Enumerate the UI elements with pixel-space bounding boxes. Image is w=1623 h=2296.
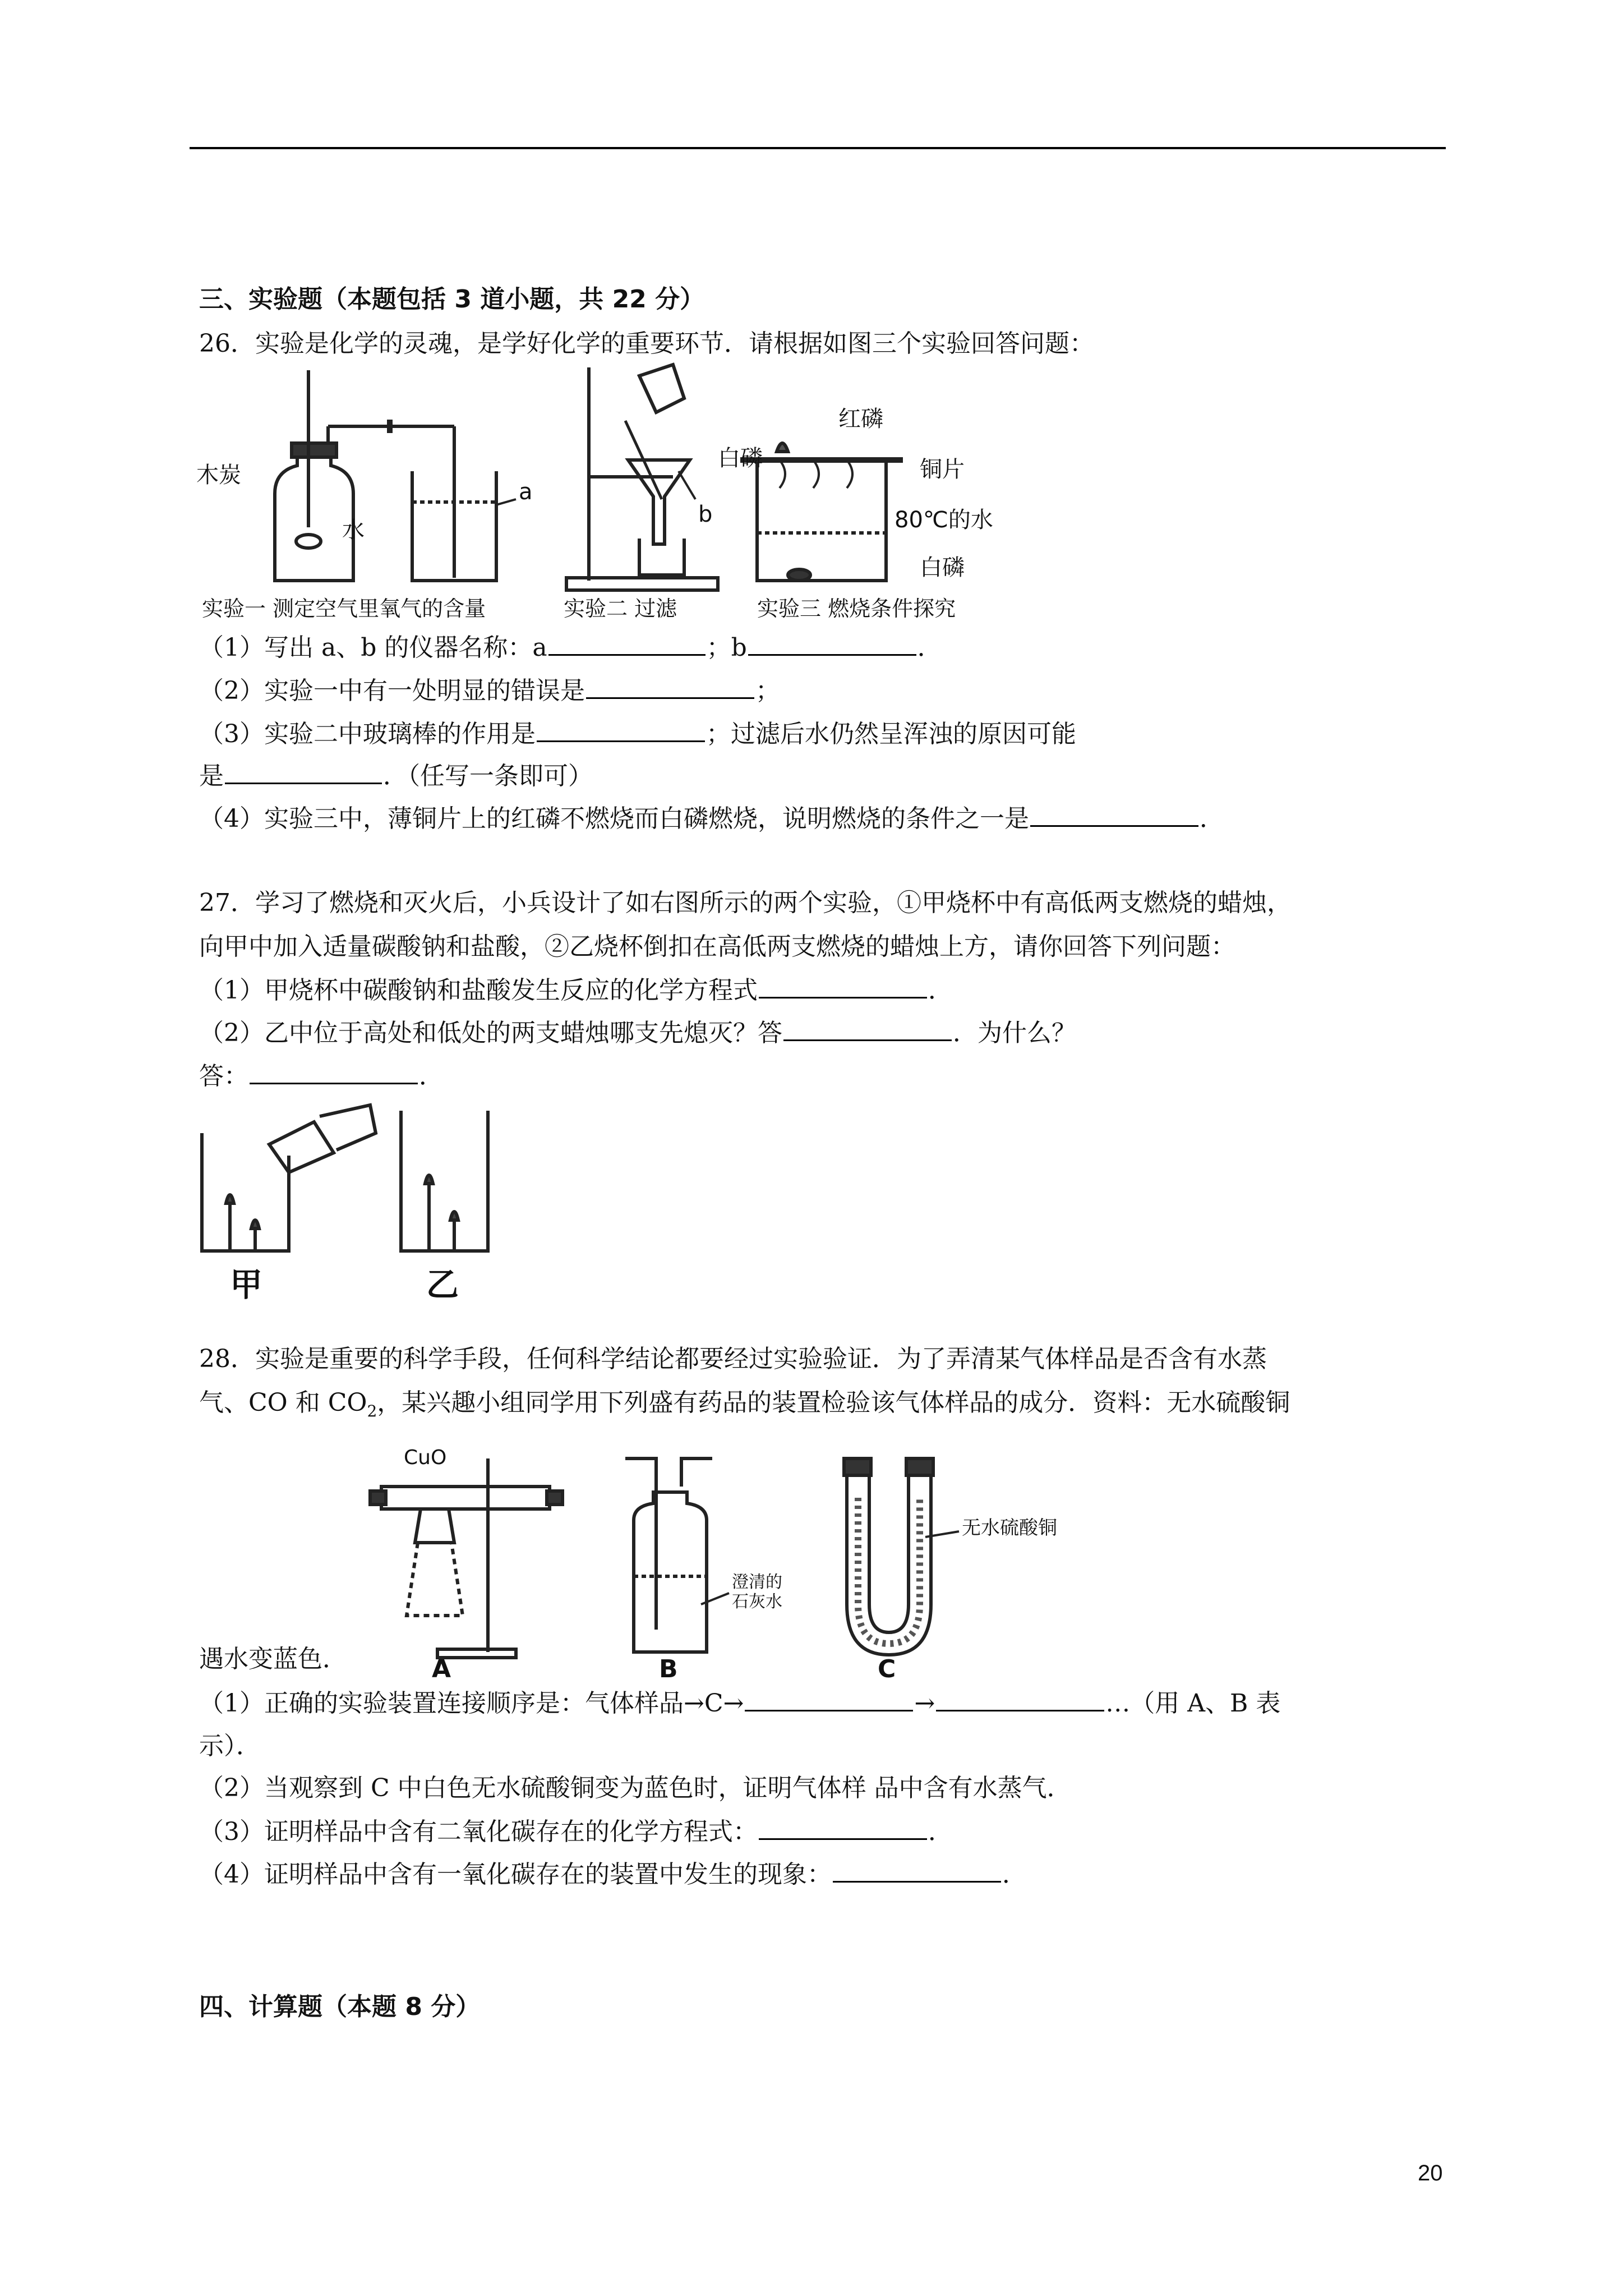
- q27-part2: （2）乙中位于高处和低处的两支蜡烛哪支先熄灭？答 ．为什么？: [199, 1017, 1076, 1049]
- answer-blank[interactable]: [783, 1017, 952, 1041]
- label-jia: 甲: [230, 1266, 263, 1304]
- q28-stem-line3: 遇水变蓝色．: [199, 1645, 347, 1673]
- caption-exp3: 实验三 燃烧条件探究: [757, 596, 956, 621]
- label-b: b: [698, 501, 713, 527]
- q28-part2: （2）当观察到 C 中白色无水硫酸铜变为蓝色时，证明气体样 品中含有水蒸气．: [199, 1774, 1072, 1802]
- label-white-phosphorus-bottom: 白磷: [920, 555, 965, 581]
- label-red-phosphorus: 红磷: [838, 406, 883, 432]
- section-3-title: 三、实验题（本题包括 3 道小题，共 22 分）: [199, 285, 705, 314]
- q28-stem-line2: 气、CO 和 $CO_2$，某兴趣小组同学用下列盛有药品的装置检验该气体样品的成分．资料：无水硫酸铜: [199, 1388, 1290, 1420]
- answer-blank[interactable]: [833, 1858, 1001, 1883]
- q26-part3-continued: 是 ．（任写一条即可）: [199, 760, 593, 792]
- answer-blank[interactable]: [759, 974, 927, 999]
- caption-exp1: 实验一 测定空气里氧气的含量: [202, 596, 486, 621]
- label-a: a: [519, 479, 533, 505]
- answer-blank[interactable]: [537, 718, 705, 742]
- label-white-phosphorus-top: 白磷: [718, 445, 763, 471]
- q28-part4: （4）证明样品中含有一氧化碳存在的装置中发生的现象： ．: [199, 1858, 1027, 1890]
- q27-part1: （1）甲烧杯中碳酸钠和盐酸发生反应的化学方程式 ．: [199, 974, 953, 1006]
- label-device-a: A: [432, 1655, 451, 1683]
- label-lime-water-1: 澄清的: [732, 1572, 782, 1592]
- q26-part2: （2）实验一中有一处明显的错误是 ；: [199, 675, 780, 707]
- answer-blank[interactable]: [250, 1060, 418, 1084]
- q28-part1-continued: 示）．: [199, 1732, 261, 1760]
- answer-blank[interactable]: [1030, 803, 1198, 827]
- answer-blank[interactable]: [548, 632, 706, 656]
- q26-part4: （4）实验三中，薄铜片上的红磷不燃烧而白磷燃烧，说明燃烧的条件之一是 ．: [199, 803, 1224, 835]
- label-cuo: CuO: [404, 1446, 447, 1469]
- q28-part1: （1）正确的实验装置连接顺序是：气体样品→C→ → …（用 A、B 表: [199, 1687, 1280, 1719]
- q27-figure: [191, 1099, 561, 1307]
- q26-stem: 26．实验是化学的灵魂，是学好化学的重要环节．请根据如图三个实验回答问题：: [199, 329, 1094, 358]
- q27-part2-answer: 答： ．: [199, 1060, 444, 1092]
- q28-figure: [365, 1436, 1122, 1683]
- label-water: 水: [342, 517, 365, 543]
- label-yi: 乙: [426, 1266, 459, 1304]
- label-copper-sheet: 铜片: [920, 457, 965, 482]
- label-hot-water: 80℃的水: [895, 507, 993, 533]
- q27-stem-line1: 27．学习了燃烧和灭火后，小兵设计了如右图所示的两个实验，①甲烧杯中有高低两支燃烧的蜡烛，: [199, 889, 1292, 917]
- label-charcoal: 木炭: [196, 462, 241, 488]
- q28-part3: （3）证明样品中含有二氧化碳存在的化学方程式： ．: [199, 1816, 953, 1848]
- q27-stem-line2: 向甲中加入适量碳酸钠和盐酸，②乙烧杯倒扣在高低两支燃烧的蜡烛上方，请你回答下列问题：: [199, 932, 1235, 961]
- section-4-title: 四、计算题（本题 8 分）: [199, 1993, 481, 2021]
- answer-blank[interactable]: [586, 675, 754, 699]
- answer-blank[interactable]: [745, 1687, 913, 1711]
- label-lime-water-2: 石灰水: [732, 1592, 782, 1612]
- q26-figure: [191, 359, 1043, 623]
- answer-blank[interactable]: [936, 1687, 1104, 1711]
- page-number: 20: [1418, 2161, 1443, 2185]
- answer-blank[interactable]: [748, 632, 916, 656]
- label-device-c: C: [878, 1655, 896, 1683]
- header-rule: [190, 147, 1446, 149]
- answer-blank[interactable]: [225, 760, 382, 784]
- answer-blank[interactable]: [759, 1816, 927, 1840]
- q26-part3: （3）实验二中玻璃棒的作用是 ；过滤后水仍然呈浑浊的原因可能: [199, 718, 1076, 750]
- q26-part1: （1）写出 a、b 的仪器名称：a ；b ．: [199, 632, 942, 664]
- label-anhydrous-cuso4: 无水硫酸铜: [962, 1517, 1057, 1539]
- label-device-b: B: [659, 1655, 678, 1683]
- q28-stem-line1: 28．实验是重要的科学手段，任何科学结论都要经过实验验证．为了弄清某气体样品是否含有水蒸: [199, 1345, 1267, 1373]
- caption-exp2: 实验二 过滤: [564, 596, 677, 621]
